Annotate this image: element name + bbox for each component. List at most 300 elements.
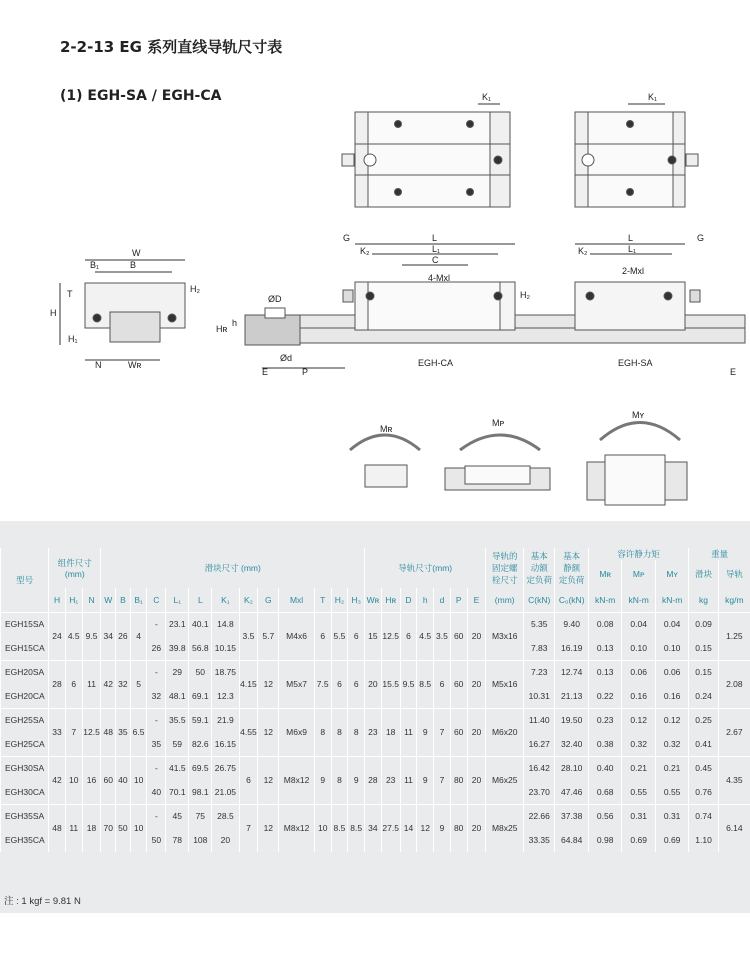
table-cell: 12 xyxy=(258,708,279,756)
table-cell: 0.09 xyxy=(689,612,718,636)
header-column: K₁ xyxy=(212,588,239,612)
table-cell: 32 xyxy=(147,684,166,708)
header-column: Wʀ xyxy=(365,588,382,612)
table-cell: 7 xyxy=(434,756,451,804)
table-cell: 16 xyxy=(82,756,101,804)
header-row-columns xyxy=(1,588,750,612)
table-cell: 8 xyxy=(331,708,348,756)
label-h-small: h xyxy=(232,318,238,328)
table-cell: 21.13 xyxy=(555,684,588,708)
table-cell: 0.32 xyxy=(622,732,655,756)
table-cell: 10 xyxy=(130,804,147,852)
table-cell: 6 xyxy=(239,756,258,804)
label-w: W xyxy=(132,248,141,258)
table-cell: 0.32 xyxy=(655,732,688,756)
table-cell: 9 xyxy=(434,804,451,852)
header-column: K₂ xyxy=(239,588,258,612)
table-cell: 18 xyxy=(381,708,400,756)
table-cell: M5x16 xyxy=(486,660,524,708)
table-row xyxy=(1,612,750,636)
label-l1-b: L₁ xyxy=(628,244,637,254)
table-cell: 108 xyxy=(189,828,212,852)
table-cell: 12 xyxy=(258,756,279,804)
table-cell: 29 xyxy=(166,660,189,684)
table-cell: 10 xyxy=(130,756,147,804)
table-cell: 0.45 xyxy=(689,756,718,780)
table-cell: 40 xyxy=(116,756,131,804)
header-dyn: 基本 动额 定负荷 xyxy=(524,548,555,588)
table-cell: 0.31 xyxy=(655,804,688,828)
header-model: 型号 xyxy=(1,548,49,612)
table-cell: 60 xyxy=(101,756,116,804)
table-cell: - xyxy=(147,612,166,636)
table-cell: 0.13 xyxy=(588,636,621,660)
table-cell: 0.41 xyxy=(689,732,718,756)
table-cell: 6 xyxy=(331,660,348,708)
label-n: N xyxy=(95,360,102,370)
table-cell: 7.23 xyxy=(524,660,555,684)
label-g-left: G xyxy=(343,233,351,243)
table-cell: 48 xyxy=(101,708,116,756)
table-cell: 21.05 xyxy=(212,780,239,804)
label-k2-a: K₂ xyxy=(360,246,370,256)
label-t: T xyxy=(67,289,73,299)
table-cell: 12 xyxy=(258,660,279,708)
label-hr: Hʀ xyxy=(216,324,228,334)
table-cell: 6 xyxy=(434,660,451,708)
table-cell: 23 xyxy=(365,708,382,756)
table-cell: 64.84 xyxy=(555,828,588,852)
page-title: 2-2-13 EG 系列直线导轨尺寸表 xyxy=(60,38,283,56)
table-cell: 12 xyxy=(258,804,279,852)
table-cell: 20 xyxy=(467,708,486,756)
header-column: C xyxy=(147,588,166,612)
table-cell: 0.68 xyxy=(588,780,621,804)
table-cell: 60 xyxy=(450,708,467,756)
table-cell: 0.04 xyxy=(622,612,655,636)
table-cell: 0.22 xyxy=(588,684,621,708)
model-cell: EGH20CA xyxy=(1,684,49,708)
table-cell: 0.38 xyxy=(588,732,621,756)
table-cell: 0.13 xyxy=(588,660,621,684)
table-cell: 75 xyxy=(189,804,212,828)
table-cell: 82.6 xyxy=(189,732,212,756)
table-row xyxy=(1,708,750,732)
model-cell: EGH35CA xyxy=(1,828,49,852)
label-l-a: L xyxy=(432,233,438,243)
table-cell: 42 xyxy=(49,756,66,804)
table-cell: 35 xyxy=(147,732,166,756)
table-cell: 1.25 xyxy=(718,612,750,660)
table-cell: 40.1 xyxy=(189,612,212,636)
header-column: L₁ xyxy=(166,588,189,612)
table-cell: 15.5 xyxy=(381,660,400,708)
table-row xyxy=(1,660,750,684)
table-cell: 9.40 xyxy=(555,612,588,636)
label-c: C xyxy=(432,255,439,265)
table-cell: 0.10 xyxy=(622,636,655,660)
model-cell: EGH15SA xyxy=(1,612,49,636)
spec-table xyxy=(0,548,750,852)
table-cell: 16.15 xyxy=(212,732,239,756)
spec-table-section xyxy=(0,521,750,913)
table-cell: M8x12 xyxy=(279,804,315,852)
table-cell: 23.1 xyxy=(166,612,189,636)
table-cell: 4.5 xyxy=(417,612,434,660)
table-cell: 5 xyxy=(130,660,147,708)
table-note: 注 : 1 kgf = 9.81 N xyxy=(4,896,81,907)
label-e-left: E xyxy=(262,367,269,377)
table-cell: 26 xyxy=(116,612,131,660)
table-cell: 50 xyxy=(147,828,166,852)
table-cell: 19.50 xyxy=(555,708,588,732)
label-e-right: E xyxy=(730,367,737,377)
table-cell: 7.83 xyxy=(524,636,555,660)
table-cell: M3x16 xyxy=(486,612,524,660)
table-cell: 20 xyxy=(212,828,239,852)
table-cell: 4.15 xyxy=(239,660,258,708)
table-cell: 48 xyxy=(49,804,66,852)
table-cell: 10 xyxy=(314,804,331,852)
table-cell: 41.5 xyxy=(166,756,189,780)
table-cell: 26 xyxy=(147,636,166,660)
table-cell: 12.5 xyxy=(82,708,101,756)
table-cell: 18.75 xyxy=(212,660,239,684)
table-cell: 18 xyxy=(82,804,101,852)
table-cell: 8.5 xyxy=(348,804,365,852)
table-cell: 12.5 xyxy=(381,612,400,660)
table-cell: 32.40 xyxy=(555,732,588,756)
table-cell: 34 xyxy=(101,612,116,660)
table-cell: 20 xyxy=(467,660,486,708)
table-cell: 23.70 xyxy=(524,780,555,804)
table-cell: M8x12 xyxy=(279,756,315,804)
table-cell: 39.8 xyxy=(166,636,189,660)
table-cell: 0.69 xyxy=(655,828,688,852)
table-cell: 80 xyxy=(450,804,467,852)
header-column: P xyxy=(450,588,467,612)
table-cell: 28.5 xyxy=(212,804,239,828)
label-h3: H₂ xyxy=(520,290,530,300)
table-cell: 9.5 xyxy=(400,660,417,708)
table-cell: 0.15 xyxy=(689,660,718,684)
table-cell: 4.35 xyxy=(718,756,750,804)
header-column: H₃ xyxy=(348,588,365,612)
table-cell: 20 xyxy=(467,756,486,804)
table-cell: 6.14 xyxy=(718,804,750,852)
header-moment-sub: Mʏ xyxy=(655,560,688,588)
table-cell: 33 xyxy=(49,708,66,756)
table-cell: 70.1 xyxy=(166,780,189,804)
table-cell: 9.5 xyxy=(82,612,101,660)
table-cell: 37.38 xyxy=(555,804,588,828)
header-column: E xyxy=(467,588,486,612)
header-column: d xyxy=(434,588,451,612)
header-block: 滑块尺寸 (mm) xyxy=(101,548,365,588)
model-cell: EGH25SA xyxy=(1,708,49,732)
table-cell: 59.1 xyxy=(189,708,212,732)
label-k1-b: K₁ xyxy=(648,92,658,102)
table-cell: 0.25 xyxy=(689,708,718,732)
table-cell: 8 xyxy=(348,708,365,756)
table-cell: 2.67 xyxy=(718,708,750,756)
table-cell: 0.24 xyxy=(689,684,718,708)
table-cell: M4x6 xyxy=(279,612,315,660)
table-cell: 8 xyxy=(314,708,331,756)
table-cell: 28.10 xyxy=(555,756,588,780)
table-cell: 0.56 xyxy=(588,804,621,828)
table-cell: 98.1 xyxy=(189,780,212,804)
table-cell: 3.5 xyxy=(239,612,258,660)
header-column: C(kN) xyxy=(524,588,555,612)
label-mr: Mʀ xyxy=(380,424,393,434)
table-cell: 11 xyxy=(82,660,101,708)
table-cell: 7 xyxy=(239,804,258,852)
table-cell: 69.1 xyxy=(189,684,212,708)
table-cell: 33.35 xyxy=(524,828,555,852)
table-cell: 6 xyxy=(400,612,417,660)
table-cell: 9 xyxy=(417,756,434,804)
table-cell: 32 xyxy=(116,660,131,708)
table-cell: 0.08 xyxy=(588,612,621,636)
model-cell: EGH35SA xyxy=(1,804,49,828)
table-cell: 6 xyxy=(65,660,82,708)
header-column: C₀(kN) xyxy=(555,588,588,612)
label-p: P xyxy=(302,367,309,377)
table-cell: 9 xyxy=(314,756,331,804)
table-cell: M6x25 xyxy=(486,756,524,804)
header-column: B₁ xyxy=(130,588,147,612)
table-cell: 8.5 xyxy=(331,804,348,852)
table-cell: 12 xyxy=(417,804,434,852)
header-moment-sub: Mʀ xyxy=(588,560,621,588)
table-cell: 40 xyxy=(147,780,166,804)
table-cell: 27.5 xyxy=(381,804,400,852)
header-moment: 容许静力矩 xyxy=(588,548,688,560)
label-2mxl: 2-Mxl xyxy=(622,266,644,276)
header-column: kN-m xyxy=(622,588,655,612)
table-cell: 12.74 xyxy=(555,660,588,684)
label-g-right: G xyxy=(697,233,705,243)
table-cell: 2.08 xyxy=(718,660,750,708)
header-bolt: 导轨的 固定螺 栓尺寸 xyxy=(486,548,524,588)
table-cell: 8 xyxy=(331,756,348,804)
header-column: (mm) xyxy=(486,588,524,612)
label-l1-a: L₁ xyxy=(432,244,441,254)
model-cell: EGH25CA xyxy=(1,732,49,756)
table-cell: 8.5 xyxy=(417,660,434,708)
table-cell: 0.21 xyxy=(655,756,688,780)
table-cell: 6 xyxy=(314,612,331,660)
table-cell: 34 xyxy=(365,804,382,852)
label-egh-sa: EGH-SA xyxy=(618,358,653,368)
header-column: Mxl xyxy=(279,588,315,612)
label-my: Mʏ xyxy=(632,410,645,420)
table-cell: 0.55 xyxy=(622,780,655,804)
table-cell: 5.7 xyxy=(258,612,279,660)
table-cell: 0.76 xyxy=(689,780,718,804)
table-cell: 24 xyxy=(49,612,66,660)
table-cell: 0.12 xyxy=(655,708,688,732)
table-cell: 0.69 xyxy=(622,828,655,852)
label-b: B xyxy=(130,260,137,270)
table-cell: 6 xyxy=(348,660,365,708)
label-h1: H₁ xyxy=(68,334,78,344)
table-cell: 0.10 xyxy=(655,636,688,660)
table-cell: 28 xyxy=(365,756,382,804)
table-cell: 0.06 xyxy=(622,660,655,684)
header-column: W xyxy=(101,588,116,612)
table-cell: 0.74 xyxy=(689,804,718,828)
table-cell: 20 xyxy=(467,612,486,660)
table-cell: 9 xyxy=(417,708,434,756)
label-mp: Mᴘ xyxy=(492,418,505,428)
table-cell: 7.5 xyxy=(314,660,331,708)
table-cell: 42 xyxy=(101,660,116,708)
table-cell: 6.5 xyxy=(130,708,147,756)
table-cell: 0.23 xyxy=(588,708,621,732)
table-cell: 16.27 xyxy=(524,732,555,756)
table-cell: 7 xyxy=(434,708,451,756)
table-cell: 0.16 xyxy=(655,684,688,708)
table-cell: 11 xyxy=(400,708,417,756)
table-cell: 6 xyxy=(348,612,365,660)
table-row xyxy=(1,756,750,780)
label-4mxl: 4-Mxl xyxy=(428,273,450,283)
table-cell: 4.5 xyxy=(65,612,82,660)
table-cell: 60 xyxy=(450,660,467,708)
label-l-b: L xyxy=(628,233,634,243)
header-column: H₁ xyxy=(65,588,82,612)
table-cell: 0.16 xyxy=(622,684,655,708)
table-cell: 0.12 xyxy=(622,708,655,732)
table-cell: 69.5 xyxy=(189,756,212,780)
table-cell: 7 xyxy=(65,708,82,756)
table-cell: - xyxy=(147,804,166,828)
header-column: G xyxy=(258,588,279,612)
table-cell: 35 xyxy=(116,708,131,756)
table-cell: 0.06 xyxy=(655,660,688,684)
header-stat: 基本 静额 定负荷 xyxy=(555,548,588,588)
table-row xyxy=(1,804,750,828)
table-cell: 20 xyxy=(467,804,486,852)
header-column: N xyxy=(82,588,101,612)
table-cell: 20 xyxy=(365,660,382,708)
table-cell: 14.8 xyxy=(212,612,239,636)
table-cell: 70 xyxy=(101,804,116,852)
header-weight-sub: 滑块 xyxy=(689,560,718,588)
table-cell: 0.98 xyxy=(588,828,621,852)
table-cell: 47.46 xyxy=(555,780,588,804)
table-cell: 11.40 xyxy=(524,708,555,732)
table-cell: M5x7 xyxy=(279,660,315,708)
table-cell: 26.75 xyxy=(212,756,239,780)
table-cell: 56.8 xyxy=(189,636,212,660)
table-cell: 50 xyxy=(189,660,212,684)
header-rail: 导轨尺寸(mm) xyxy=(365,548,486,588)
table-cell: 15 xyxy=(365,612,382,660)
table-cell: 21.9 xyxy=(212,708,239,732)
page-subtitle: (1) EGH-SA / EGH-CA xyxy=(60,88,222,104)
table-cell: 28 xyxy=(49,660,66,708)
table-cell: 0.15 xyxy=(689,636,718,660)
header-assembly: 组件尺寸 (mm) xyxy=(49,548,101,588)
header-moment-sub: Mᴘ xyxy=(622,560,655,588)
table-cell: 16.42 xyxy=(524,756,555,780)
table-cell: 22.66 xyxy=(524,804,555,828)
header-column: kN-m xyxy=(655,588,688,612)
table-cell: 0.40 xyxy=(588,756,621,780)
table-cell: 9 xyxy=(348,756,365,804)
table-cell: - xyxy=(147,708,166,732)
table-cell: 50 xyxy=(116,804,131,852)
header-column: kg/m xyxy=(718,588,750,612)
label-od: ØD xyxy=(268,294,282,304)
header-column: kg xyxy=(689,588,718,612)
table-cell: 0.21 xyxy=(622,756,655,780)
table-cell: 45 xyxy=(166,804,189,828)
table-cell: 0.31 xyxy=(622,804,655,828)
table-cell: 14 xyxy=(400,804,417,852)
table-cell: 11 xyxy=(400,756,417,804)
table-cell: - xyxy=(147,660,166,684)
header-column: h xyxy=(417,588,434,612)
model-cell: EGH30SA xyxy=(1,756,49,780)
label-phi-d: Ød xyxy=(280,353,293,363)
header-column: B xyxy=(116,588,131,612)
table-cell: 16.19 xyxy=(555,636,588,660)
header-column: T xyxy=(314,588,331,612)
header-column: H₂ xyxy=(331,588,348,612)
table-cell: 78 xyxy=(166,828,189,852)
table-cell: 80 xyxy=(450,756,467,804)
label-k2-b: K₂ xyxy=(578,246,588,256)
table-cell: 48.1 xyxy=(166,684,189,708)
table-cell: 23 xyxy=(381,756,400,804)
table-cell: 0.55 xyxy=(655,780,688,804)
table-cell: 60 xyxy=(450,612,467,660)
label-k1-a: K₁ xyxy=(482,92,492,102)
table-cell: 10.15 xyxy=(212,636,239,660)
table-cell: 11 xyxy=(65,804,82,852)
table-cell: 1.10 xyxy=(689,828,718,852)
table-cell: 5.5 xyxy=(331,612,348,660)
table-cell: - xyxy=(147,756,166,780)
label-b1: B₁ xyxy=(90,260,100,270)
label-h: H xyxy=(50,308,57,318)
label-wr: Wʀ xyxy=(128,360,142,370)
header-weight-sub: 导轨 xyxy=(718,560,750,588)
table-cell: M6x9 xyxy=(279,708,315,756)
header-row-groups xyxy=(1,548,750,560)
table-cell: M8x25 xyxy=(486,804,524,852)
header-weight: 重量 xyxy=(689,548,750,560)
model-cell: EGH15CA xyxy=(1,636,49,660)
model-cell: EGH30CA xyxy=(1,780,49,804)
table-cell: 3.5 xyxy=(434,612,451,660)
model-cell: EGH20SA xyxy=(1,660,49,684)
header-column: D xyxy=(400,588,417,612)
table-cell: 0.04 xyxy=(655,612,688,636)
table-cell: 10 xyxy=(65,756,82,804)
table-cell: 59 xyxy=(166,732,189,756)
header-column: H xyxy=(49,588,66,612)
header-column: Hʀ xyxy=(381,588,400,612)
table-cell: 4 xyxy=(130,612,147,660)
table-cell: 10.31 xyxy=(524,684,555,708)
header-column: kN-m xyxy=(588,588,621,612)
label-egh-ca: EGH-CA xyxy=(418,358,454,368)
